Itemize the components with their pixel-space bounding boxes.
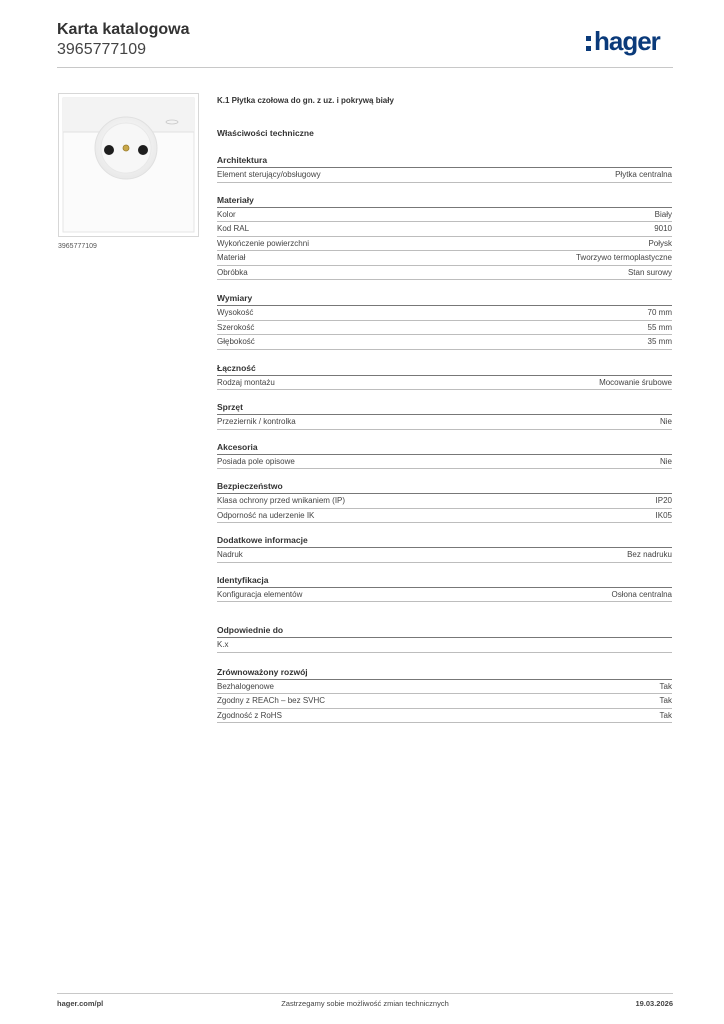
- property-row: [217, 709, 672, 724]
- property-value: IK05: [655, 510, 672, 520]
- product-image-caption: 3965777109: [58, 243, 97, 250]
- property-label: Przeziernik / kontrolka: [217, 417, 296, 426]
- group-title: Sprzęt: [217, 402, 672, 415]
- property-value: 35 mm: [647, 337, 672, 346]
- property-row: [217, 548, 672, 563]
- property-row: [217, 208, 672, 223]
- property-row: [217, 376, 672, 391]
- property-value: Tworzywo termoplastyczne: [575, 253, 672, 262]
- property-label: Zgodność z RoHS: [217, 710, 282, 720]
- section-title: Właściwości techniczne: [217, 128, 314, 138]
- property-row: [217, 494, 672, 509]
- property-label: Wykończenie powierzchni: [217, 238, 309, 248]
- property-value: Połysk: [648, 238, 672, 248]
- group-title: Bezpieczeństwo: [217, 481, 672, 494]
- document-title: Karta katalogowa: [57, 21, 190, 38]
- property-row: [217, 455, 672, 470]
- property-value: Płytka centralna: [615, 170, 672, 179]
- property-row: [217, 509, 672, 524]
- property-row: [217, 251, 672, 266]
- header: [57, 20, 189, 60]
- property-group: [217, 293, 672, 350]
- product-name: K.1 Płytka czołowa do gn. z uz. i pokrywą biały: [217, 96, 394, 105]
- group-title: Akcesoria: [217, 442, 672, 455]
- property-value: 9010: [654, 224, 672, 233]
- property-value: Tak: [659, 681, 672, 691]
- property-group: [217, 402, 672, 430]
- property-value: Mocowanie śrubowe: [599, 377, 672, 387]
- group-title: Dodatkowe informacje: [217, 535, 672, 548]
- property-row: [217, 321, 672, 336]
- property-label: Posiada pole opisowe: [217, 456, 295, 466]
- property-value: Tak: [659, 710, 672, 720]
- property-label: Element sterujący/obsługowy: [217, 170, 321, 179]
- property-group: [217, 442, 672, 470]
- property-group: [217, 195, 672, 281]
- group-title: Wymiary: [217, 293, 672, 306]
- property-label: Rodzaj montażu: [217, 377, 275, 387]
- property-label: Bezhalogenowe: [217, 681, 274, 691]
- property-row: [217, 237, 672, 252]
- logo-dots-icon: [586, 36, 591, 51]
- property-row: [217, 222, 672, 237]
- group-title: Architektura: [217, 155, 672, 168]
- property-label: Wysokość: [217, 308, 254, 317]
- property-value: Osłona centralna: [611, 589, 672, 599]
- property-value: Biały: [654, 209, 672, 219]
- property-label: Odporność na uderzenie IK: [217, 510, 315, 520]
- property-group: [217, 155, 672, 183]
- logo-text: hager: [594, 26, 660, 56]
- footer-divider: [57, 993, 673, 994]
- property-group: [217, 481, 672, 523]
- footer-notice: Zastrzegamy sobie możliwość zmian technicznych: [281, 999, 449, 1008]
- property-groups: [217, 155, 672, 723]
- property-row: [217, 306, 672, 321]
- property-row: [217, 680, 672, 695]
- header-divider: [57, 67, 673, 68]
- property-label: Zgodny z REACh – bez SVHC: [217, 696, 326, 705]
- property-value: Stan surowy: [627, 267, 672, 277]
- property-value: 70 mm: [647, 308, 672, 317]
- property-label: Klasa ochrony przed wnikaniem (IP): [217, 496, 346, 505]
- property-value: 55 mm: [647, 322, 672, 332]
- property-row: [217, 415, 672, 430]
- technical-sheet: [217, 95, 672, 723]
- document-number: 3965777109: [57, 41, 146, 58]
- property-group: [217, 363, 672, 391]
- property-label: Kod RAL: [217, 224, 250, 233]
- group-title: Materiały: [217, 195, 672, 208]
- group-title: Odpowiednie do: [217, 625, 672, 638]
- property-row: [217, 266, 672, 281]
- property-label: K.x: [217, 640, 229, 649]
- footer: [57, 999, 673, 1011]
- property-label: Szerokość: [217, 322, 255, 332]
- group-title: Zrównoważony rozwój: [217, 667, 672, 680]
- group-title: Identyfikacja: [217, 575, 672, 588]
- product-image: [58, 93, 199, 237]
- property-value: Bez nadruku: [627, 550, 672, 559]
- property-label: Nadruk: [217, 550, 243, 559]
- property-group: [217, 535, 672, 563]
- footer-website: hager.com/pl: [57, 999, 104, 1008]
- property-value: Nie: [659, 456, 672, 466]
- property-label: Głębokość: [217, 337, 255, 346]
- property-label: Kolor: [217, 209, 236, 219]
- property-group: [217, 625, 672, 653]
- property-group: [217, 575, 672, 603]
- group-title: Łączność: [217, 363, 672, 376]
- property-row: [217, 588, 672, 603]
- property-row: [217, 694, 672, 709]
- property-value: IP20: [655, 496, 672, 505]
- socket-plate-icon: [59, 94, 198, 236]
- property-group: [217, 667, 672, 724]
- property-value: Tak: [659, 696, 672, 705]
- property-value: Nie: [659, 417, 672, 426]
- hager-logo: [586, 26, 660, 56]
- property-row: [217, 168, 672, 183]
- footer-date: 19.03.2026: [635, 999, 673, 1008]
- property-row: [217, 335, 672, 350]
- property-label: Obróbka: [217, 267, 248, 277]
- property-label: Materiał: [217, 253, 246, 262]
- property-label: Konfiguracja elementów: [217, 589, 303, 599]
- property-row: [217, 638, 672, 653]
